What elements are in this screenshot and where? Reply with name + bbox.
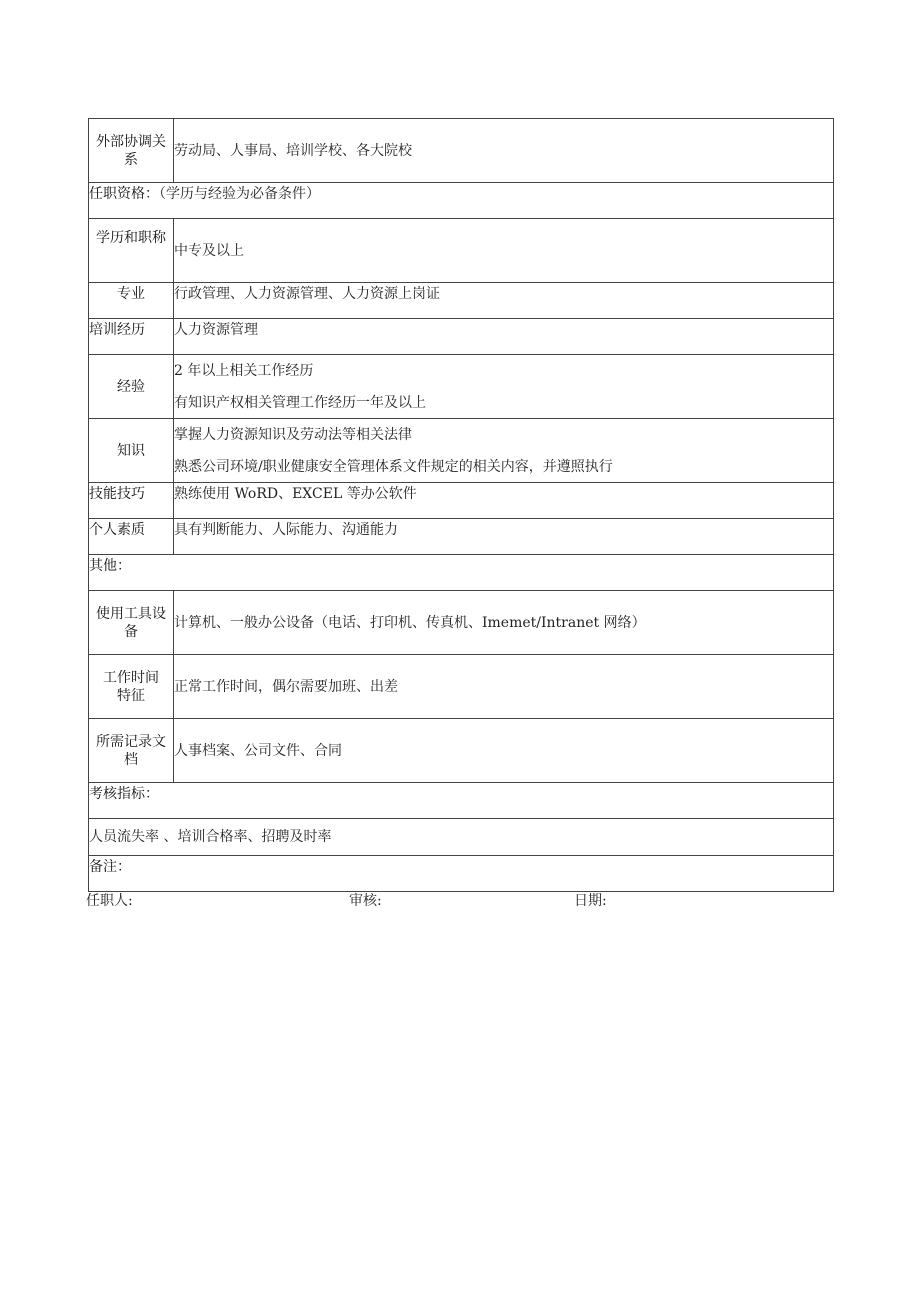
label-line-2: 系 (124, 151, 138, 168)
row-kpi-header (89, 783, 834, 819)
job-description-table (88, 118, 834, 892)
kpi-value: 人员流失率 、培训合格率、招聘及时率 (89, 819, 834, 856)
label-line-1: 外部协调关 (96, 133, 166, 150)
experience-line-1: 2 年以上相关工作经历 (174, 362, 314, 379)
kpi-header: 考核指标： (89, 783, 834, 819)
value-training: 人力资源管理 (174, 319, 834, 355)
label-line-2: 档 (124, 751, 138, 768)
label-personal-quality: 个人素质 (89, 519, 174, 555)
value-major: 行政管理、人力资源管理、人力资源上岗证 (174, 283, 834, 319)
label-line-1: 使用工具设 (96, 605, 166, 622)
row-remarks (89, 856, 834, 892)
row-tools (89, 591, 834, 655)
label-education: 学历和职称 (89, 219, 174, 283)
qualifications-header (89, 183, 834, 219)
value-records: 人事档案、公司文件、合同 (174, 719, 834, 783)
label-external-relations (89, 119, 174, 183)
row-kpi-value (89, 819, 834, 856)
knowledge-line-2: 熟悉公司环境/职业健康安全管理体系文件规定的相关内容，并遵照执行 (174, 458, 613, 475)
footer-date: 日期: (574, 893, 607, 909)
label-line-1: 所需记录文 (96, 733, 166, 750)
row-qualifications-header (89, 183, 834, 219)
row-knowledge (89, 419, 834, 483)
row-experience (89, 355, 834, 419)
job-description-sheet (88, 118, 834, 892)
knowledge-line-1: 掌握人力资源知识及劳动法等相关法律 (174, 426, 412, 443)
row-skills (89, 483, 834, 519)
row-other-header (89, 555, 834, 591)
label-line-2: 备 (124, 623, 138, 640)
row-records (89, 719, 834, 783)
value-knowledge (174, 419, 834, 483)
qualifications-note: （学历与经验为必备条件） (159, 186, 320, 202)
label-skills: 技能技巧 (89, 483, 174, 519)
row-education (89, 219, 834, 283)
footer-reviewer: 审核: (349, 893, 382, 909)
value-experience (174, 355, 834, 419)
row-major (89, 283, 834, 319)
footer-incumbent: 任职人: (86, 893, 133, 909)
value-tools: 计算机、一般办公设备（电话、打印机、传真机、Imemet/Intranet 网络） (174, 591, 834, 655)
row-external-relations (89, 119, 834, 183)
label-experience: 经验 (89, 355, 174, 419)
row-training (89, 319, 834, 355)
label-line-1: 工作时间 (103, 669, 159, 686)
value-work-time: 正常工作时间，偶尔需要加班、出差 (174, 655, 834, 719)
experience-line-2: 有知识产权相关管理工作经历一年及以上 (174, 394, 426, 411)
remarks-header: 备注： (89, 856, 834, 892)
value-skills: 熟练使用 WoRD、EXCEL 等办公软件 (174, 483, 834, 519)
label-records (89, 719, 174, 783)
label-knowledge: 知识 (89, 419, 174, 483)
label-tools (89, 591, 174, 655)
other-header: 其他： (89, 555, 834, 591)
qualifications-label: 任职资格： (89, 186, 159, 202)
value-external-relations: 劳动局、人事局、培训学校、各大院校 (174, 119, 834, 183)
row-personal-quality (89, 519, 834, 555)
value-education: 中专及以上 (174, 219, 834, 283)
label-line-2: 特征 (117, 687, 145, 704)
label-major: 专业 (89, 283, 174, 319)
label-work-time (89, 655, 174, 719)
label-training: 培训经历 (89, 319, 174, 355)
value-personal-quality: 具有判断能力、人际能力、沟通能力 (174, 519, 834, 555)
row-work-time (89, 655, 834, 719)
